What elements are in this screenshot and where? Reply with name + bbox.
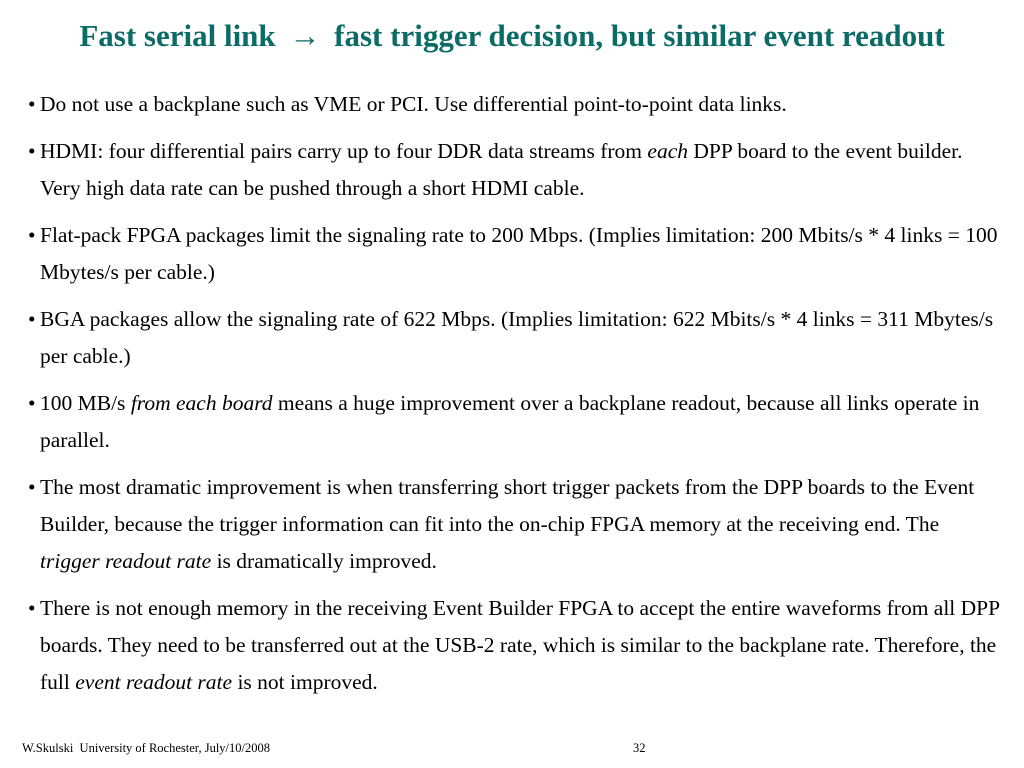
bullet-item-event-readout [28, 590, 1000, 701]
bullet-text: BGA packages allow the signaling rate of 622 Mbps. (Implies limitation: 622 Mbits/s * 4 links = 311 Mbytes/s per cable.) [40, 307, 994, 368]
bullet-emphasis: trigger readout rate [40, 549, 212, 573]
title-part-2: fast trigger decision, but similar event readout [334, 18, 945, 53]
bullet-text: 100 MB/s [40, 391, 131, 415]
bullet-item-flat-pack [28, 217, 1000, 291]
title-part-1: Fast serial link [79, 18, 276, 53]
bullet-list [28, 86, 1000, 711]
bullet-item-bga [28, 301, 1000, 375]
bullet-item-no-backplane [28, 86, 1000, 123]
bullet-item-100mbs [28, 385, 1000, 459]
bullet-text: There is not enough memory in the receiving Event Builder FPGA to accept the entire waveforms from all DPP boards. They need to be transferred out at the USB-2 rate, which is similar to the backplane rate. Therefore, the full [40, 596, 1000, 694]
bullet-dot: • [28, 596, 36, 620]
bullet-dot: • [28, 92, 36, 116]
bullet-text: Flat-pack FPGA packages limit the signaling rate to 200 Mbps. (Implies limitation: 200 Mbits/s * 4 links = 100 Mbytes/s per cable.) [40, 223, 998, 284]
bullet-text: Do not use a backplane such as VME or PCI. Use differential point-to-point data links. [40, 92, 787, 116]
bullet-text-continued: means a huge improvement over a backplane readout, because all links operate in parallel. [40, 391, 980, 452]
bullet-dot: • [28, 475, 36, 499]
slide-title [0, 14, 1024, 58]
bullet-emphasis: event readout rate [75, 670, 233, 694]
bullet-emphasis: from each board [130, 391, 273, 415]
bullet-item-hdmi [28, 133, 1000, 207]
bullet-dot: • [28, 391, 36, 415]
bullet-emphasis: each [647, 139, 688, 163]
bullet-dot: • [28, 139, 36, 163]
page-number: 32 [633, 741, 646, 755]
right-arrow-icon: → [289, 18, 321, 53]
bullet-text-continued: is dramatically improved. [211, 549, 437, 573]
bullet-text-continued: is not improved. [232, 670, 378, 694]
bullet-text: The most dramatic improvement is when transferring short trigger packets from the DPP boards to the Event Builder, because the trigger information can fit into the on-chip FPGA memory at the receiving end. The [40, 475, 975, 536]
bullet-item-trigger-readout [28, 469, 1000, 580]
bullet-dot: • [28, 307, 36, 331]
bullet-text: HDMI: four differential pairs carry up to four DDR data streams from [40, 139, 648, 163]
bullet-text-continued: DPP board to the event builder. Very high data rate can be pushed through a short HDMI cable. [40, 139, 963, 200]
footer-author: W.Skulski University of Rochester, July/10/2008 [22, 741, 270, 755]
bullet-dot: • [28, 223, 36, 247]
